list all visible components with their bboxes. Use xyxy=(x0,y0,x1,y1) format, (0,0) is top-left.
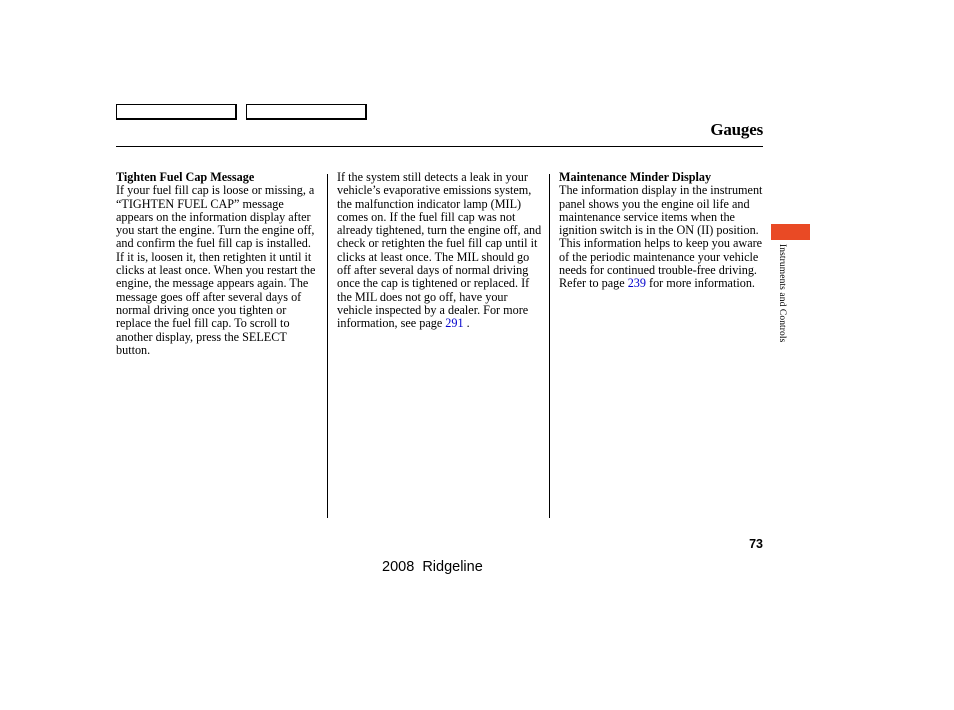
body-maintenance-minder: The information display in the instrument panel shows you the engine oil life and maintenance service items when the ignition switch is in the ON (II) position. This information helps to keep you aware of the periodic maintenance your vehicle needs for continued trouble-free driving. Refer to page xyxy=(559,183,763,291)
page-link-239[interactable]: 239 xyxy=(627,276,646,291)
column-leak-detection xyxy=(337,171,543,331)
side-section-label: Instruments and Controls xyxy=(777,244,787,343)
header-rule xyxy=(116,146,763,147)
heading-maintenance-minder: Maintenance Minder Display xyxy=(559,170,712,184)
heading-tighten-fuel-cap: Tighten Fuel Cap Message xyxy=(116,170,255,184)
section-tab-marker[interactable] xyxy=(771,224,810,240)
body-maintenance-minder-tail: for more information. xyxy=(645,276,755,291)
footer-model: 2008 Ridgeline xyxy=(382,559,483,575)
column-tighten-fuel-cap xyxy=(116,171,322,357)
page-number: 73 xyxy=(749,537,763,551)
body-leak-detection: If the system still detects a leak in your vehicle’s evaporative emissions system, the malfunction indicator lamp (MIL) comes on. If the fuel fill cap was not already tightened, turn the engine off, and check or retighten the fuel fill cap until it clicks at least once. The MIL should go off after several days of normal driving once the cap is tightened or replaced. If the MIL does not go off, have your vehicle inspected by a dealer. For more information, see page xyxy=(337,170,542,331)
page-link-291[interactable]: 291 xyxy=(445,316,464,331)
body-leak-detection-tail: . xyxy=(463,316,470,331)
nav-index-button[interactable] xyxy=(246,104,367,120)
column-divider xyxy=(549,174,550,518)
body-tighten-fuel-cap: If your fuel fill cap is loose or missing, a “TIGHTEN FUEL CAP” message appears on the information display after you start the engine. Turn the engine off, and confirm the fuel fill cap is installed. If it is, loosen it, then retighten it until it clicks at least once. When you restart the engine, the message appears again. The message goes off after several days of normal driving once you tighten or replace the fuel fill cap. To scroll to another display, press the SELECT button. xyxy=(116,183,316,357)
column-maintenance-minder xyxy=(559,171,765,291)
nav-main-menu-button[interactable] xyxy=(116,104,237,120)
section-title: Gauges xyxy=(710,120,763,139)
column-divider xyxy=(327,174,328,518)
